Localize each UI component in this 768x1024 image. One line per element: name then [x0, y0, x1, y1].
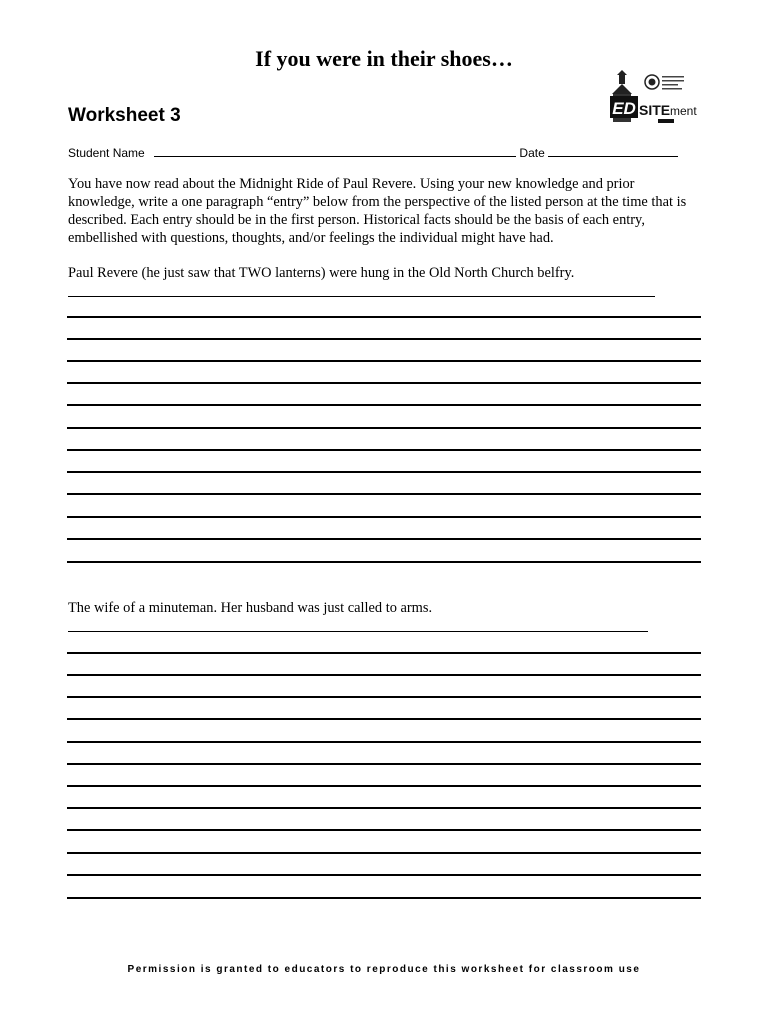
- student-name-field[interactable]: [154, 145, 516, 157]
- instructions-paragraph: You have now read about the Midnight Ride of Paul Revere. Using your new knowledge and prior knowledge, write a one paragraph “entry” below from the perspective of the listed person at the time that is described. Each entry should be in the first person. Historical facts should be the basis of each entry, embellished with questions, thoughts, and/or feelings the individual might have had.: [68, 176, 687, 246]
- student-name-date-row: [68, 145, 708, 160]
- prompt-underline[interactable]: [68, 296, 655, 297]
- permission-footer: Permission is granted to educators to reproduce this worksheet for classroom use: [127, 964, 641, 975]
- svg-text:SITE: SITE: [639, 102, 671, 118]
- prompt-underline[interactable]: [68, 631, 648, 632]
- worksheet-title: Worksheet 3: [68, 105, 181, 126]
- prompt-minuteman-wife: The wife of a minuteman. Her husband was just called to arms.: [68, 600, 433, 616]
- date-label: Date: [519, 146, 545, 160]
- svg-text:ED: ED: [612, 99, 636, 118]
- edsitement-logo-icon: [608, 70, 697, 126]
- student-name-label: Student Name: [68, 146, 145, 160]
- prompt-paul-revere: Paul Revere (he just saw that TWO lanterns) were hung in the Old North Church belfry.: [68, 265, 575, 281]
- page-title: If you were in their shoes…: [255, 46, 513, 71]
- svg-text:ment: ment: [670, 104, 697, 118]
- date-field[interactable]: [548, 145, 678, 157]
